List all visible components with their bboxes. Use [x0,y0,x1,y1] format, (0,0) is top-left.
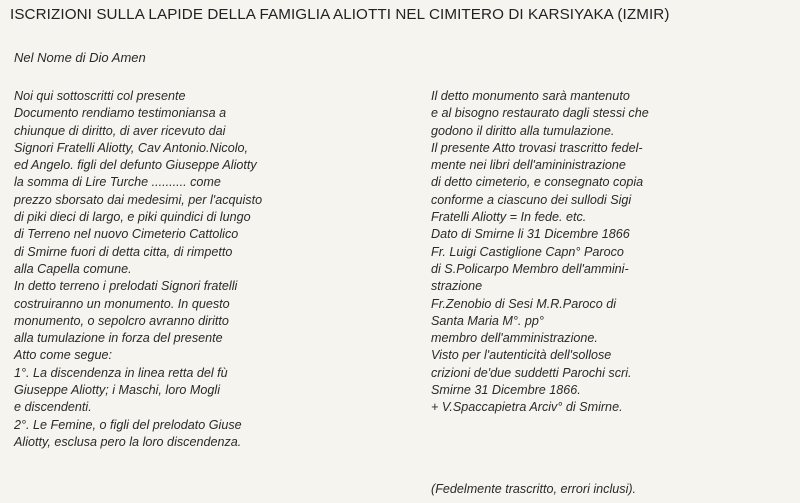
text-line: Il detto monumento sarà mantenuto [431,89,630,103]
text-line: Aliotty, esclusa pero la loro discendenza. [14,434,242,449]
intro-line: Nel Nome di Dio Amen [14,50,146,65]
text-line: conforme a ciascuno dei sullodi Sigi [431,192,632,207]
text-line: e al bisogno restaurato dagli stessi che [431,106,649,121]
text-line: Noi qui sottoscritti col presente [14,89,186,103]
text-line: Documento rendiamo testimoniansa a [14,106,227,121]
text-line: + V.Spaccapietra Arciv° di Smirne. [431,400,623,415]
document-title: ISCRIZIONI SULLA LAPIDE DELLA FAMIGLIA ALIOTTI NEL CIMITERO DI KARSIYAKA (IZMIR) [10,6,670,23]
text-line: di piki dieci di largo, e piki quindici di lungo [14,210,251,225]
text-line: godono il diritto alla tumulazione. [431,123,615,138]
text-line: Visto per l'autenticità dell'sollose [431,348,612,363]
left-text-column [14,88,419,451]
text-line: In detto terreno i prelodati Signori fratelli [14,279,238,294]
text-line: alla tumulazione in forza del presente [14,331,223,346]
text-line: mente nei libri dell'amininistrazione [431,158,626,173]
text-line: e discendenti. [14,400,92,415]
text-line: monumento, o sepolcro avranno diritto [14,313,229,328]
text-line: di Terreno nel nuovo Cimeterio Cattolico [14,227,239,242]
text-line: Fr. Luigi Castiglione Capn° Paroco [431,244,624,259]
transcription-note: (Fedelmente trascritto, errori inclusi). [431,482,637,496]
text-line: Fr.Zenobio di Sesi M.R.Paroco di [431,296,617,311]
text-line: 1°. La discendenza in linea retta del fù [14,365,228,380]
text-line: di S.Policarpo Membro dell'ammini- [431,261,629,276]
text-line: Fratelli Aliotty = In fede. etc. [431,210,587,225]
text-line: Atto come segue: [14,348,113,363]
text-line: di Smirne fuori di detta citta, di rimpetto [14,244,233,259]
text-line: alla Capella comune. [14,261,132,276]
text-line: Dato di Smirne li 31 Dicembre 1866 [431,227,630,242]
text-line: di detto cimeterio, e consegnato copia [431,175,644,190]
text-line: Giuseppe Aliotty; i Maschi, loro Mogli [14,383,221,398]
text-line: la somma di Lire Turche .......... come [14,175,221,190]
text-line: costruiranno un monumento. In questo [14,296,230,311]
text-line: ed Angelo. figli del defunto Giuseppe Aliotty [14,158,257,173]
text-line: strazione [431,279,483,294]
text-line: Signori Fratelli Aliotty, Cav Antonio.Nicolo, [14,140,249,155]
text-line: Il presente Atto trovasi trascritto fedel- [431,140,643,155]
text-line: chiunque di diritto, di aver ricevuto dai [14,123,226,138]
text-line: 2°. Le Femine, o figli del prelodato Giuse [14,417,242,432]
text-line: prezzo sborsato dai medesimi, per l'acquisto [14,192,263,207]
text-line: Smirne 31 Dicembre 1866. [431,383,581,398]
right-text-column [431,88,791,417]
text-line: crizioni de'due suddetti Parochi scri. [431,365,632,380]
text-line: membro dell'amministrazione. [431,331,598,346]
text-line: Santa Maria M°. pp° [431,313,544,328]
